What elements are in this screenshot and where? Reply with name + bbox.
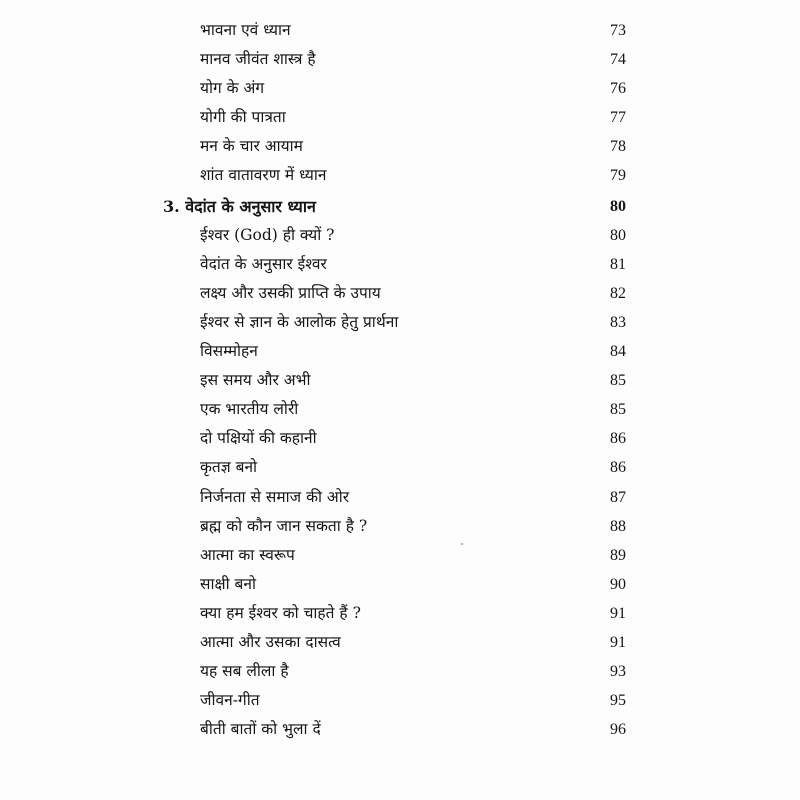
toc-entry-title: विसम्मोहन	[200, 342, 258, 361]
toc-entry-title: आत्मा और उसका दासत्व	[200, 632, 341, 651]
toc-entry	[0, 570, 800, 599]
toc-entry	[0, 512, 800, 541]
toc-entry-page: 91	[610, 604, 626, 622]
toc-entry	[0, 74, 800, 103]
toc-entry-title: योगी की पात्रता	[200, 108, 286, 127]
toc-entry-title: निर्जनता से समाज की ओर	[200, 487, 350, 506]
toc-entry-title: एक भारतीय लोरी	[200, 400, 299, 419]
toc-entry-title: जीवन-गीत	[200, 691, 260, 710]
toc-entry-title: मन के चार आयाम	[200, 137, 303, 156]
toc-entry	[0, 366, 800, 395]
toc-entry-title: साक्षी बनो	[200, 574, 257, 593]
toc-entry	[0, 250, 800, 279]
toc-entry	[0, 132, 800, 161]
toc-entry	[0, 424, 800, 453]
toc-entry-page: 88	[610, 517, 626, 535]
toc-entry-page: 96	[610, 721, 626, 739]
toc-entry	[0, 161, 800, 190]
toc-entry-title: वेदांत के अनुसार ईश्वर	[200, 254, 327, 273]
toc-entry-title: इस समय और अभी	[200, 371, 311, 390]
toc-entry-page: 93	[610, 663, 626, 681]
toc-entry-title: भावना एवं ध्यान	[200, 21, 291, 39]
toc-entry-page: 83	[610, 313, 626, 331]
toc-entry	[0, 221, 800, 250]
toc-entry-title: ब्रह्म को कौन जान सकता है ?	[200, 516, 368, 535]
toc-entry-page: 90	[610, 575, 626, 593]
toc-entry	[0, 103, 800, 132]
toc-entry-title: बीती बातों को भुला दें	[200, 720, 321, 739]
toc-entry-page: 86	[610, 459, 626, 477]
print-speck	[461, 543, 463, 545]
toc-entry-page: 91	[610, 633, 626, 651]
toc-entry	[0, 628, 800, 657]
toc-entry-page: 77	[610, 109, 626, 127]
toc-entry	[0, 686, 800, 715]
toc-entry-title: योग के अंग	[200, 79, 265, 98]
toc-entry-page: 89	[610, 546, 626, 564]
toc-entry-page: 87	[610, 488, 626, 506]
toc-entry	[0, 45, 800, 74]
toc-entry	[0, 308, 800, 337]
toc-entry-title: यह सब लीला है	[200, 662, 289, 681]
toc-entry-page: 86	[610, 430, 626, 448]
toc-entry-title: शांत वातावरण में ध्यान	[200, 166, 327, 185]
toc-entry-page: 78	[610, 138, 626, 156]
toc-entry	[0, 483, 800, 512]
toc-entry	[0, 337, 800, 366]
toc-section-page: 80	[610, 197, 626, 215]
toc-entry-title: कृतज्ञ बनो	[200, 458, 258, 477]
toc-entry	[0, 599, 800, 628]
toc-entry-title: क्या हम ईश्वर को चाहते हैं ?	[200, 603, 361, 622]
toc-entry	[0, 279, 800, 308]
toc-entry	[0, 715, 800, 744]
toc-entry-page: 73	[610, 22, 626, 39]
toc-entry-page: 84	[610, 343, 626, 361]
toc-entry-page: 80	[610, 226, 626, 244]
toc-entry-page: 82	[610, 284, 626, 302]
toc-entry-title: दो पक्षियों की कहानी	[200, 429, 317, 448]
toc-entry-page: 95	[610, 692, 626, 710]
toc-entry-title: लक्ष्य और उसकी प्राप्ति के उपाय	[200, 283, 381, 302]
toc-section-title: 3. वेदांत के अनुसार ध्यान	[163, 196, 316, 216]
toc-entry-page: 79	[610, 167, 626, 185]
toc-entry	[0, 541, 800, 570]
toc-entry-page: 85	[610, 401, 626, 419]
toc-entry-page: 76	[610, 80, 626, 98]
toc-entry-title: ईश्वर (God) ही क्यों ?	[200, 225, 335, 244]
toc-entry-page: 81	[610, 255, 626, 273]
toc-entry-page: 74	[610, 51, 626, 69]
toc-entry	[0, 453, 800, 482]
table-of-contents	[0, 16, 800, 744]
toc-entry	[0, 395, 800, 424]
toc-entry-title: आत्मा का स्वरूप	[200, 545, 295, 564]
toc-entry-title: मानव जीवंत शास्त्र है	[200, 50, 316, 69]
toc-section-heading	[0, 192, 800, 221]
toc-entry-page: 85	[610, 372, 626, 390]
toc-entry-title: ईश्वर से ज्ञान के आलोक हेतु प्रार्थना	[200, 312, 399, 331]
toc-entry	[0, 16, 800, 45]
toc-entry	[0, 657, 800, 686]
